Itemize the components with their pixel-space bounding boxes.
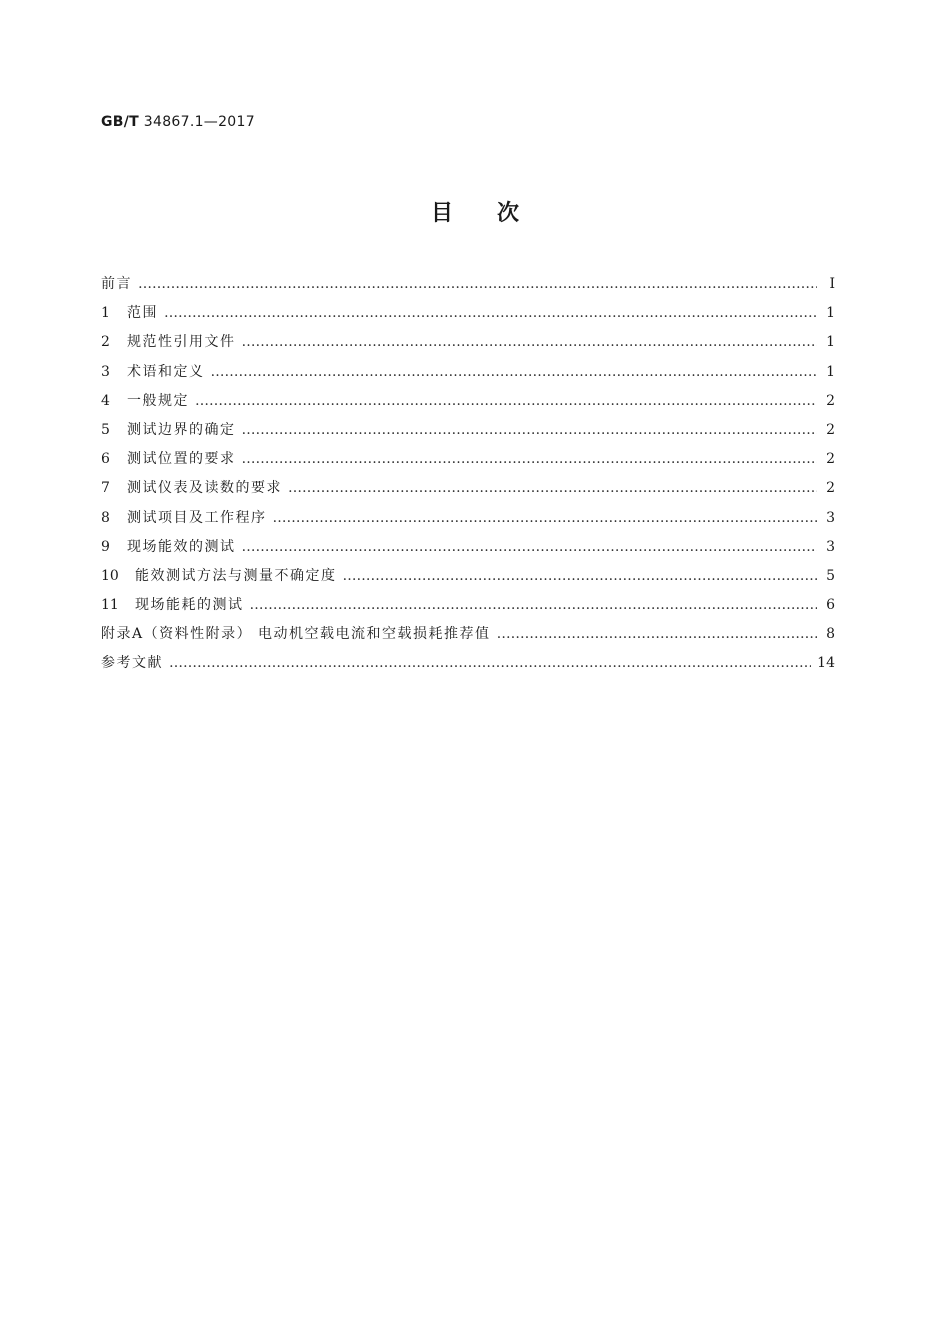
toc-leader-dots [242, 539, 818, 555]
toc-leader-dots [288, 480, 817, 496]
toc-entry-label: 11 现场能耗的测试 [101, 597, 244, 614]
toc-entry-efficiency-test[interactable] [101, 536, 835, 565]
toc-leader-dots [164, 305, 817, 321]
toc-entry-label: 5 测试边界的确定 [101, 421, 236, 438]
toc-leader-dots [343, 568, 818, 584]
toc-section-number: 11 [101, 597, 119, 614]
toc-page-number: 2 [826, 451, 835, 468]
toc-leader-dots [242, 451, 818, 467]
toc-section-number: 4 [101, 392, 110, 409]
toc-entry-items-procedure[interactable] [101, 507, 835, 536]
toc-entry-terms[interactable] [101, 361, 835, 390]
toc-entry-label: 3 术语和定义 [101, 363, 205, 380]
toc-leader-dots [242, 334, 818, 350]
toc-page-number: 1 [826, 363, 835, 380]
toc-entry-label: 10 能效测试方法与测量不确定度 [101, 567, 337, 584]
toc-page-number: 5 [826, 567, 835, 584]
toc-section-number: 6 [101, 451, 110, 468]
toc-page-number: 3 [826, 509, 835, 526]
toc-leader-dots [169, 655, 811, 671]
toc-section-number: 8 [101, 509, 110, 526]
toc-entry-label: 4 一般规定 [101, 392, 189, 409]
toc-page-number: 14 [817, 655, 835, 672]
toc-section-number: 1 [101, 305, 110, 322]
toc-entry-label: 前言 [101, 276, 132, 292]
toc-page-number: 2 [826, 421, 835, 438]
standard-prefix: GB/T [101, 114, 140, 130]
toc-leader-dots [211, 364, 818, 380]
toc-entry-label: 参考文献 [101, 655, 163, 672]
toc-entry-label: 附录A（资料性附录） 电动机空载电流和空载损耗推荐值 [101, 626, 491, 643]
toc-entry-label: 1 范围 [101, 305, 158, 322]
toc-entry-normative-references[interactable] [101, 331, 835, 360]
toc-entry-general[interactable] [101, 390, 835, 419]
standard-number: 34867.1—2017 [143, 114, 255, 130]
toc-page-number: 1 [826, 334, 835, 351]
toc-section-number: 9 [101, 538, 110, 555]
toc-entry-label: 6 测试位置的要求 [101, 451, 236, 468]
toc-entry-boundary[interactable] [101, 419, 835, 448]
toc-page-number: 1 [826, 305, 835, 322]
toc-entry-label: 7 测试仪表及读数的要求 [101, 480, 282, 497]
toc-entry-scope[interactable] [101, 302, 835, 331]
toc-leader-dots [195, 393, 817, 409]
toc-page-number: 6 [826, 597, 835, 614]
toc-entry-methods-uncertainty[interactable] [101, 565, 835, 594]
toc-entry-foreword[interactable] [101, 273, 835, 302]
toc-leader-dots [250, 597, 818, 613]
toc-section-number: 3 [101, 363, 110, 380]
toc-page-number: 2 [826, 392, 835, 409]
toc-entry-bibliography[interactable] [101, 652, 835, 681]
toc-page-number: 3 [826, 538, 835, 555]
toc-leader-dots [138, 276, 817, 292]
toc-leader-dots [497, 626, 817, 642]
toc-leader-dots [242, 422, 818, 438]
toc-entry-location[interactable] [101, 448, 835, 477]
toc-section-number: 2 [101, 334, 110, 351]
toc-entry-instruments[interactable] [101, 477, 835, 506]
toc-section-number: 10 [101, 567, 119, 584]
toc-entry-consumption-test[interactable] [101, 594, 835, 623]
toc-page-number: 2 [826, 480, 835, 497]
table-of-contents [101, 273, 835, 682]
toc-leader-dots [273, 510, 818, 526]
toc-entry-annex-a[interactable] [101, 623, 835, 652]
toc-section-number: 7 [101, 480, 110, 497]
toc-entry-label: 8 测试项目及工作程序 [101, 509, 267, 526]
standard-code [101, 114, 255, 130]
toc-entry-label: 9 现场能效的测试 [101, 538, 236, 555]
toc-page-number: Ⅰ [829, 276, 835, 292]
toc-page-number: 8 [826, 626, 835, 643]
toc-entry-label: 2 规范性引用文件 [101, 334, 236, 351]
toc-section-number: 5 [101, 421, 110, 438]
page-title: 目次 [430, 201, 563, 226]
